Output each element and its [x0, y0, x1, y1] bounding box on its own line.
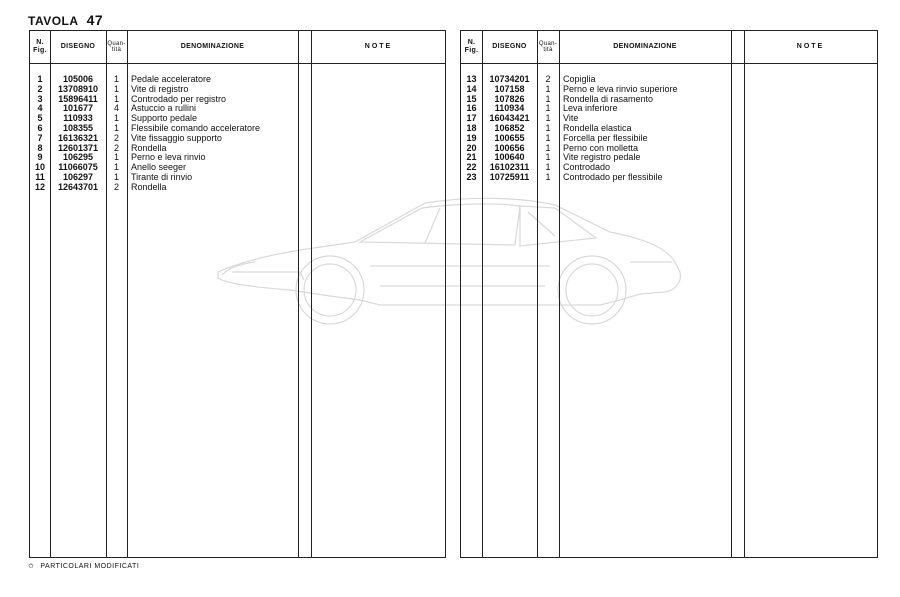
- part-name: Leva inferiore: [563, 103, 618, 114]
- title-label: TAVOLA: [28, 14, 79, 28]
- fig-number: 12: [34, 181, 45, 192]
- header-denominazione: DENOMINAZIONE: [180, 43, 245, 50]
- part-name: Vite registro pedale: [563, 152, 641, 163]
- disegno-code: 16136321: [57, 132, 99, 143]
- fig-number: 17: [466, 113, 477, 124]
- part-name: Copiglia: [563, 74, 596, 84]
- fig-number: 14: [466, 83, 477, 94]
- table-row: [461, 173, 877, 183]
- quantity: 2: [545, 74, 551, 84]
- quantity: 2: [113, 181, 119, 192]
- fig-number: 7: [37, 132, 43, 143]
- part-name: Vite: [563, 113, 579, 124]
- quantity: 1: [545, 93, 551, 104]
- disegno-code: 101677: [62, 103, 94, 114]
- header-disegno: DISEGNO: [60, 43, 96, 50]
- part-name: Pedale acceleratore: [131, 74, 212, 84]
- header-quantita: Quan- tità: [538, 41, 558, 53]
- disegno-code: 15896411: [58, 93, 98, 104]
- disegno-code: 16043421: [489, 113, 530, 124]
- fig-number: 9: [37, 152, 43, 163]
- fig-number: 21: [466, 152, 477, 163]
- quantity: 1: [545, 103, 551, 114]
- disegno-code: 107826: [494, 93, 525, 104]
- header-quantita: Quan- tità: [107, 41, 126, 53]
- part-name: Anello seeger: [131, 162, 187, 173]
- part-name: Controdado per registro: [131, 93, 227, 104]
- fig-number: 6: [37, 122, 43, 133]
- disegno-code: 10734201: [489, 74, 530, 84]
- parts-table-left: [29, 30, 446, 558]
- star-icon: ✩: [28, 563, 35, 570]
- fig-number: 20: [466, 142, 477, 153]
- disegno-code: 13708910: [57, 83, 99, 94]
- part-name: Rondella: [131, 142, 167, 153]
- fig-number: 16: [466, 103, 477, 114]
- header-note: NOTE: [364, 43, 393, 50]
- title-number: 47: [86, 12, 104, 28]
- fig-number: 18: [466, 122, 477, 133]
- part-name: Vite fissaggio supporto: [131, 132, 222, 143]
- disegno-code: 106295: [62, 152, 94, 163]
- disegno-code: 11066075: [58, 162, 98, 173]
- disegno-code: 107158: [494, 83, 525, 94]
- quantity: 1: [113, 122, 119, 133]
- fig-number: 3: [37, 93, 43, 104]
- quantity: 1: [545, 122, 551, 133]
- part-name: Astuccio a rullini: [131, 103, 197, 114]
- header-fig: N. Fig.: [464, 39, 479, 54]
- footnote-text: PARTICOLARI MODIFICATI: [40, 563, 140, 570]
- quantity: 2: [113, 142, 119, 153]
- part-name: Rondella elastica: [563, 122, 632, 133]
- quantity: 2: [113, 132, 119, 143]
- quantity: 1: [113, 113, 119, 124]
- quantity: 1: [545, 162, 551, 173]
- part-name: Supporto pedale: [131, 113, 198, 124]
- disegno-code: 12601371: [57, 142, 99, 153]
- part-name: Forcella per flessibile: [563, 132, 648, 143]
- quantity: 1: [113, 152, 119, 163]
- fig-number: 5: [37, 113, 43, 124]
- header-disegno: DISEGNO: [492, 43, 527, 50]
- fig-number: 2: [37, 83, 43, 94]
- table-rows: [461, 75, 877, 183]
- quantity: 1: [545, 171, 551, 182]
- quantity: 1: [545, 142, 551, 153]
- disegno-code: 106852: [494, 122, 525, 133]
- fig-number: 11: [35, 171, 45, 182]
- disegno-code: 108355: [62, 122, 94, 133]
- disegno-code: 110933: [63, 113, 93, 124]
- quantity: 1: [113, 74, 119, 84]
- header-denominazione: DENOMINAZIONE: [613, 43, 677, 50]
- disegno-code: 12643701: [57, 181, 99, 192]
- quantity: 1: [113, 83, 119, 94]
- fig-number: 23: [466, 171, 477, 182]
- quantity: 1: [545, 132, 551, 143]
- fig-number: 13: [466, 74, 477, 84]
- fig-number: 8: [37, 142, 43, 153]
- part-name: Tirante di rinvio: [131, 171, 193, 182]
- disegno-code: 16102311: [489, 162, 530, 173]
- footnote: [28, 562, 139, 570]
- disegno-code: 10725911: [489, 171, 530, 182]
- part-name: Controdado: [563, 162, 611, 173]
- disegno-code: 106297: [62, 171, 94, 182]
- header-note: NOTE: [796, 43, 825, 50]
- disegno-code: 100640: [494, 152, 525, 163]
- part-name: Rondella di rasamento: [563, 93, 654, 104]
- disegno-code: 100655: [494, 132, 525, 143]
- quantity: 4: [113, 103, 119, 114]
- part-name: Vite di registro: [131, 83, 189, 94]
- header-fig: N. Fig.: [33, 39, 47, 54]
- part-name: Perno con molletta: [563, 142, 639, 153]
- part-name: Perno e leva rinvio: [131, 152, 206, 163]
- fig-number: 1: [37, 74, 43, 84]
- fig-number: 10: [34, 162, 45, 173]
- quantity: 1: [545, 83, 551, 94]
- quantity: 1: [545, 113, 551, 124]
- disegno-code: 100656: [494, 142, 525, 153]
- quantity: 1: [113, 162, 119, 173]
- disegno-code: 105006: [62, 74, 94, 84]
- page-title: [28, 12, 103, 28]
- fig-number: 22: [466, 162, 477, 173]
- quantity: 1: [545, 152, 551, 163]
- quantity: 1: [113, 93, 119, 104]
- table-row: [30, 183, 445, 193]
- part-name: Controdado per flessibile: [563, 171, 663, 182]
- part-name: Perno e leva rinvio superiore: [563, 83, 678, 94]
- fig-number: 15: [466, 93, 477, 104]
- table-rows: [30, 75, 445, 193]
- fig-number: 4: [37, 103, 43, 114]
- quantity: 1: [113, 171, 119, 182]
- disegno-code: 110934: [494, 103, 525, 114]
- part-name: Flessibile comando acceleratore: [131, 122, 261, 133]
- part-name: Rondella: [131, 181, 167, 192]
- fig-number: 19: [466, 132, 477, 143]
- parts-table-right: [460, 30, 878, 558]
